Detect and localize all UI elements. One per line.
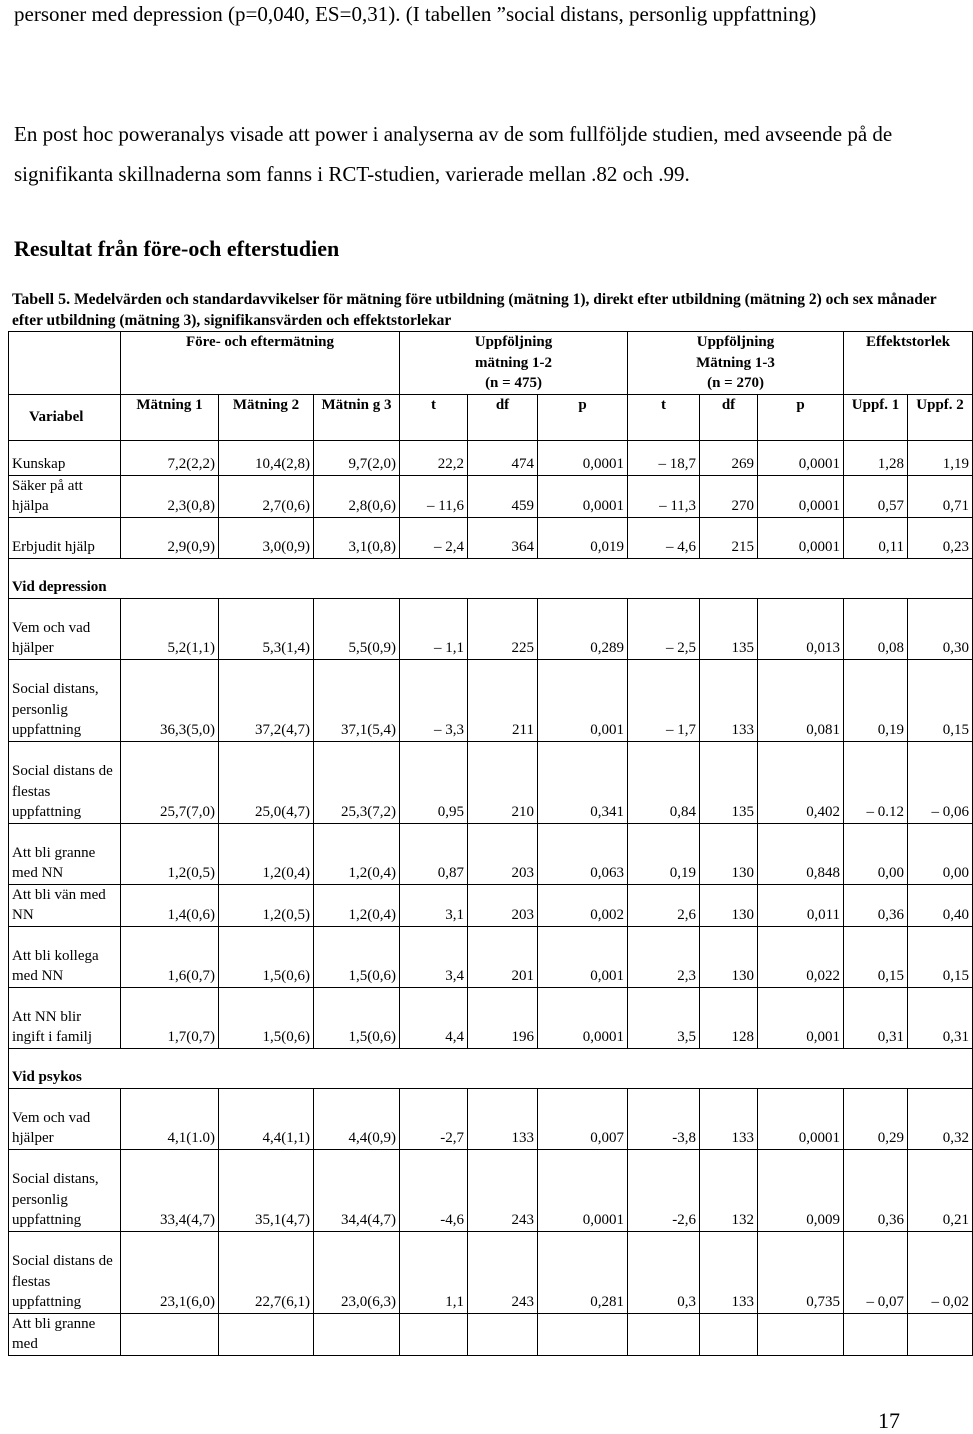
cell-t1: – 3,3 bbox=[400, 659, 468, 741]
cell-t1 bbox=[400, 1313, 468, 1355]
cell-m2: 1,2(0,4) bbox=[219, 823, 314, 884]
cell-df1 bbox=[468, 1313, 538, 1355]
cell-df2: 133 bbox=[700, 1231, 758, 1313]
col-p1: p bbox=[538, 394, 628, 440]
cell-m3 bbox=[314, 1313, 400, 1355]
cell-p2: 0,0001 bbox=[758, 475, 844, 517]
cell-t1: – 1,1 bbox=[400, 598, 468, 659]
cell-m3: 4,4(0,9) bbox=[314, 1088, 400, 1149]
row-label: Vem och vad hjälper bbox=[9, 1088, 121, 1149]
table-row bbox=[9, 475, 973, 517]
cell-t2 bbox=[628, 1313, 700, 1355]
col-e2: Uppf. 2 bbox=[908, 394, 973, 440]
cell-t2: – 2,5 bbox=[628, 598, 700, 659]
table-row bbox=[9, 517, 973, 558]
cell-e1 bbox=[844, 1313, 908, 1355]
cell-p1: 0,0001 bbox=[538, 440, 628, 475]
results-table bbox=[8, 331, 973, 1356]
cell-m1: 23,1(6,0) bbox=[121, 1231, 219, 1313]
cell-m2: 37,2(4,7) bbox=[219, 659, 314, 741]
table-caption-lead: Tabell 5. bbox=[12, 291, 71, 308]
cell-m3: 23,0(6,3) bbox=[314, 1231, 400, 1313]
col-df2: df bbox=[700, 394, 758, 440]
cell-m1: 1,6(0,7) bbox=[121, 926, 219, 987]
cell-df1: 364 bbox=[468, 517, 538, 558]
cell-m3: 1,2(0,4) bbox=[314, 884, 400, 926]
cell-df1: 133 bbox=[468, 1088, 538, 1149]
cell-df2 bbox=[700, 1313, 758, 1355]
cell-e2: – 0,02 bbox=[908, 1231, 973, 1313]
table-row bbox=[9, 659, 973, 741]
cell-e2: 0,71 bbox=[908, 475, 973, 517]
cell-df1: 243 bbox=[468, 1149, 538, 1231]
cell-df2: 270 bbox=[700, 475, 758, 517]
cell-df1: 225 bbox=[468, 598, 538, 659]
cell-p1: 0,001 bbox=[538, 659, 628, 741]
cell-e1: 0,31 bbox=[844, 987, 908, 1048]
cell-p2: 0,011 bbox=[758, 884, 844, 926]
cell-m2: 10,4(2,8) bbox=[219, 440, 314, 475]
cell-e2: 0,15 bbox=[908, 926, 973, 987]
cell-e2: 0,21 bbox=[908, 1149, 973, 1231]
cell-p2: 0,735 bbox=[758, 1231, 844, 1313]
row-label: Att bli granne med NN bbox=[9, 823, 121, 884]
row-label: Social distans, personlig uppfattning bbox=[9, 659, 121, 741]
table-row bbox=[9, 926, 973, 987]
cell-m1: 7,2(2,2) bbox=[121, 440, 219, 475]
cell-e2: 0,15 bbox=[908, 659, 973, 741]
cell-p2: 0,009 bbox=[758, 1149, 844, 1231]
cell-t1: 1,1 bbox=[400, 1231, 468, 1313]
cell-df2: 128 bbox=[700, 987, 758, 1048]
row-label: Att bli vän med NN bbox=[9, 884, 121, 926]
cell-p2: 0,013 bbox=[758, 598, 844, 659]
cell-e2: 1,19 bbox=[908, 440, 973, 475]
cell-m1: 25,7(7,0) bbox=[121, 741, 219, 823]
cell-p2 bbox=[758, 1313, 844, 1355]
follow12-sub: mätning 1-2 bbox=[474, 354, 553, 371]
cell-m1: 4,1(1.0) bbox=[121, 1088, 219, 1149]
cell-m3: 37,1(5,4) bbox=[314, 659, 400, 741]
cell-df1: 201 bbox=[468, 926, 538, 987]
cell-df2: 130 bbox=[700, 884, 758, 926]
table-row bbox=[9, 598, 973, 659]
cell-m2: 5,3(1,4) bbox=[219, 598, 314, 659]
cell-m2 bbox=[219, 1313, 314, 1355]
cell-t1: -2,7 bbox=[400, 1088, 468, 1149]
cell-m2: 22,7(6,1) bbox=[219, 1231, 314, 1313]
cell-df2: 135 bbox=[700, 741, 758, 823]
cell-e1: – 0.12 bbox=[844, 741, 908, 823]
cell-e1: 0,36 bbox=[844, 1149, 908, 1231]
cell-df1: 210 bbox=[468, 741, 538, 823]
col-t1: t bbox=[400, 394, 468, 440]
cell-e1: 0,57 bbox=[844, 475, 908, 517]
cell-m1: 1,7(0,7) bbox=[121, 987, 219, 1048]
cell-p1: 0,0001 bbox=[538, 1149, 628, 1231]
cell-m1: 2,9(0,9) bbox=[121, 517, 219, 558]
cell-df1: 459 bbox=[468, 475, 538, 517]
cell-e2: 0,30 bbox=[908, 598, 973, 659]
cell-e2: 0,32 bbox=[908, 1088, 973, 1149]
cell-p2: 0,001 bbox=[758, 987, 844, 1048]
cell-m1 bbox=[121, 1313, 219, 1355]
table-row bbox=[9, 440, 973, 475]
follow13-n: (n = 270) bbox=[707, 375, 764, 391]
table-row bbox=[9, 1088, 973, 1149]
cell-m1: 1,2(0,5) bbox=[121, 823, 219, 884]
cell-p2: 0,081 bbox=[758, 659, 844, 741]
cell-df2: 135 bbox=[700, 598, 758, 659]
cell-df2: 132 bbox=[700, 1149, 758, 1231]
cell-p1: 0,0001 bbox=[538, 475, 628, 517]
row-label: Att bli kollega med NN bbox=[9, 926, 121, 987]
table-row bbox=[9, 987, 973, 1048]
intro-paragraph-2: En post hoc poweranalys visade att power i analyserna av de som fullföljde studien, med avseende på de signifikanta skillnaderna som fanns i RCT-studien, varierade mellan .82 och .99. bbox=[14, 122, 893, 186]
cell-t2: 0,84 bbox=[628, 741, 700, 823]
cell-df2: 130 bbox=[700, 823, 758, 884]
row-label: Kunskap bbox=[9, 440, 121, 475]
section-psykos-label: Vid psykos bbox=[9, 1048, 973, 1088]
cell-m3: 9,7(2,0) bbox=[314, 440, 400, 475]
cell-df2: 130 bbox=[700, 926, 758, 987]
row-label: Social distans, personlig uppfattning bbox=[9, 1149, 121, 1231]
table-row bbox=[9, 884, 973, 926]
cell-m3: 25,3(7,2) bbox=[314, 741, 400, 823]
cell-t1: 0,95 bbox=[400, 741, 468, 823]
group-header-row bbox=[9, 332, 973, 395]
row-label: Vem och vad hjälper bbox=[9, 598, 121, 659]
cell-p1: 0,281 bbox=[538, 1231, 628, 1313]
cell-m3: 3,1(0,8) bbox=[314, 517, 400, 558]
cell-m2: 1,5(0,6) bbox=[219, 926, 314, 987]
cell-p1: 0,007 bbox=[538, 1088, 628, 1149]
cell-t2: 2,6 bbox=[628, 884, 700, 926]
cell-p1: 0,001 bbox=[538, 926, 628, 987]
cell-df1: 203 bbox=[468, 823, 538, 884]
cell-m1: 5,2(1,1) bbox=[121, 598, 219, 659]
cell-p1 bbox=[538, 1313, 628, 1355]
cell-t1: 22,2 bbox=[400, 440, 468, 475]
cell-t2: 0,3 bbox=[628, 1231, 700, 1313]
cell-df1: 243 bbox=[468, 1231, 538, 1313]
table-row bbox=[9, 1313, 973, 1355]
cell-e2: 0,23 bbox=[908, 517, 973, 558]
col-t2: t bbox=[628, 394, 700, 440]
cell-p1: 0,002 bbox=[538, 884, 628, 926]
cell-m3: 34,4(4,7) bbox=[314, 1149, 400, 1231]
cell-p1: 0,063 bbox=[538, 823, 628, 884]
cell-e1: 0,08 bbox=[844, 598, 908, 659]
row-label: Erbjudit hjälp bbox=[9, 517, 121, 558]
cell-df1: 203 bbox=[468, 884, 538, 926]
cell-t2: – 1,7 bbox=[628, 659, 700, 741]
cell-t1: 4,4 bbox=[400, 987, 468, 1048]
cell-m1: 2,3(0,8) bbox=[121, 475, 219, 517]
cell-t1: – 11,6 bbox=[400, 475, 468, 517]
effect-header: Effektstorlek bbox=[844, 332, 973, 395]
cell-m2: 1,2(0,5) bbox=[219, 884, 314, 926]
col-m2: Mätning 2 bbox=[219, 394, 314, 440]
table-row bbox=[9, 1231, 973, 1313]
row-label: Att NN blir ingift i familj bbox=[9, 987, 121, 1048]
cell-t2: – 18,7 bbox=[628, 440, 700, 475]
cell-m2: 2,7(0,6) bbox=[219, 475, 314, 517]
cell-e2 bbox=[908, 1313, 973, 1355]
cell-p2: 0,848 bbox=[758, 823, 844, 884]
pre-post-header: Före- och eftermätning bbox=[121, 332, 400, 395]
cell-p2: 0,402 bbox=[758, 741, 844, 823]
cell-m3: 1,5(0,6) bbox=[314, 987, 400, 1048]
intro-paragraph-1: personer med depression (p=0,040, ES=0,31). (I tabellen ”social distans, personlig uppfattning) bbox=[14, 2, 817, 26]
cell-e2: 0,40 bbox=[908, 884, 973, 926]
row-label: Säker på att hjälpa bbox=[9, 475, 121, 517]
cell-m2: 4,4(1,1) bbox=[219, 1088, 314, 1149]
section-heading: Resultat från före-och efterstudien bbox=[14, 236, 340, 261]
cell-e1: 0,29 bbox=[844, 1088, 908, 1149]
row-label: Social distans de flestas uppfattning bbox=[9, 1231, 121, 1313]
cell-m2: 3,0(0,9) bbox=[219, 517, 314, 558]
section-depression-label: Vid depression bbox=[9, 558, 973, 598]
cell-t2: 3,5 bbox=[628, 987, 700, 1048]
follow13-header bbox=[628, 332, 844, 395]
page-number: 17 bbox=[878, 1408, 900, 1433]
cell-e2: 0,00 bbox=[908, 823, 973, 884]
cell-m1: 33,4(4,7) bbox=[121, 1149, 219, 1231]
cell-df1: 474 bbox=[468, 440, 538, 475]
cell-m2: 35,1(4,7) bbox=[219, 1149, 314, 1231]
section-psykos bbox=[9, 1048, 973, 1088]
cell-p2: 0,0001 bbox=[758, 1088, 844, 1149]
cell-df1: 211 bbox=[468, 659, 538, 741]
col-variable: Variabel bbox=[9, 394, 121, 440]
cell-e2: 0,31 bbox=[908, 987, 973, 1048]
cell-m3: 5,5(0,9) bbox=[314, 598, 400, 659]
cell-t1: -4,6 bbox=[400, 1149, 468, 1231]
table-row bbox=[9, 823, 973, 884]
cell-df2: 215 bbox=[700, 517, 758, 558]
cell-t2: -2,6 bbox=[628, 1149, 700, 1231]
column-header-row bbox=[9, 394, 973, 440]
cell-m2: 1,5(0,6) bbox=[219, 987, 314, 1048]
cell-e2: – 0,06 bbox=[908, 741, 973, 823]
cell-p1: 0,341 bbox=[538, 741, 628, 823]
col-df1: df bbox=[468, 394, 538, 440]
cell-e1: 0,15 bbox=[844, 926, 908, 987]
cell-m3: 1,2(0,4) bbox=[314, 823, 400, 884]
follow12-title: Uppföljning bbox=[474, 334, 553, 350]
table-row bbox=[9, 1149, 973, 1231]
cell-e1: 0,11 bbox=[844, 517, 908, 558]
follow12-header bbox=[400, 332, 628, 395]
cell-e1: 0,00 bbox=[844, 823, 908, 884]
cell-p2: 0,022 bbox=[758, 926, 844, 987]
cell-e1: 0,19 bbox=[844, 659, 908, 741]
cell-df1: 196 bbox=[468, 987, 538, 1048]
row-label: Social distans de flestas uppfattning bbox=[9, 741, 121, 823]
cell-t2: – 4,6 bbox=[628, 517, 700, 558]
cell-t2: – 11,3 bbox=[628, 475, 700, 517]
col-p2: p bbox=[758, 394, 844, 440]
cell-t1: 3,1 bbox=[400, 884, 468, 926]
cell-p1: 0,019 bbox=[538, 517, 628, 558]
cell-p1: 0,289 bbox=[538, 598, 628, 659]
cell-df2: 269 bbox=[700, 440, 758, 475]
follow13-title: Uppföljning bbox=[696, 334, 775, 350]
cell-m1: 36,3(5,0) bbox=[121, 659, 219, 741]
col-m3: Mätnin g 3 bbox=[314, 394, 400, 440]
follow12-n: (n = 475) bbox=[485, 375, 542, 391]
cell-m2: 25,0(4,7) bbox=[219, 741, 314, 823]
section-depression bbox=[9, 558, 973, 598]
cell-e1: 0,36 bbox=[844, 884, 908, 926]
cell-m3: 1,5(0,6) bbox=[314, 926, 400, 987]
cell-t2: 2,3 bbox=[628, 926, 700, 987]
follow13-sub: Mätning 1-3 bbox=[696, 354, 775, 371]
cell-t1: 0,87 bbox=[400, 823, 468, 884]
header-blank bbox=[9, 332, 121, 395]
col-m1: Mätning 1 bbox=[121, 394, 219, 440]
table-caption bbox=[12, 289, 948, 331]
table-row bbox=[9, 741, 973, 823]
cell-p2: 0,0001 bbox=[758, 517, 844, 558]
cell-m3: 2,8(0,6) bbox=[314, 475, 400, 517]
cell-df2: 133 bbox=[700, 659, 758, 741]
cell-e1: 1,28 bbox=[844, 440, 908, 475]
col-e1: Uppf. 1 bbox=[844, 394, 908, 440]
cell-p1: 0,0001 bbox=[538, 987, 628, 1048]
cell-t2: -3,8 bbox=[628, 1088, 700, 1149]
row-label: Att bli granne med bbox=[9, 1313, 121, 1355]
cell-t2: 0,19 bbox=[628, 823, 700, 884]
cell-e1: – 0,07 bbox=[844, 1231, 908, 1313]
cell-p2: 0,0001 bbox=[758, 440, 844, 475]
cell-t1: 3,4 bbox=[400, 926, 468, 987]
cell-df2: 133 bbox=[700, 1088, 758, 1149]
cell-m1: 1,4(0,6) bbox=[121, 884, 219, 926]
table-caption-text: Medelvärden och standardavvikelser för mätning före utbildning (mätning 1), direkt efter utbildning (mätning 2) och sex månader efter utbildning (mätning 3), signifikansvärden och effektstorlekar bbox=[12, 291, 937, 329]
cell-t1: – 2,4 bbox=[400, 517, 468, 558]
